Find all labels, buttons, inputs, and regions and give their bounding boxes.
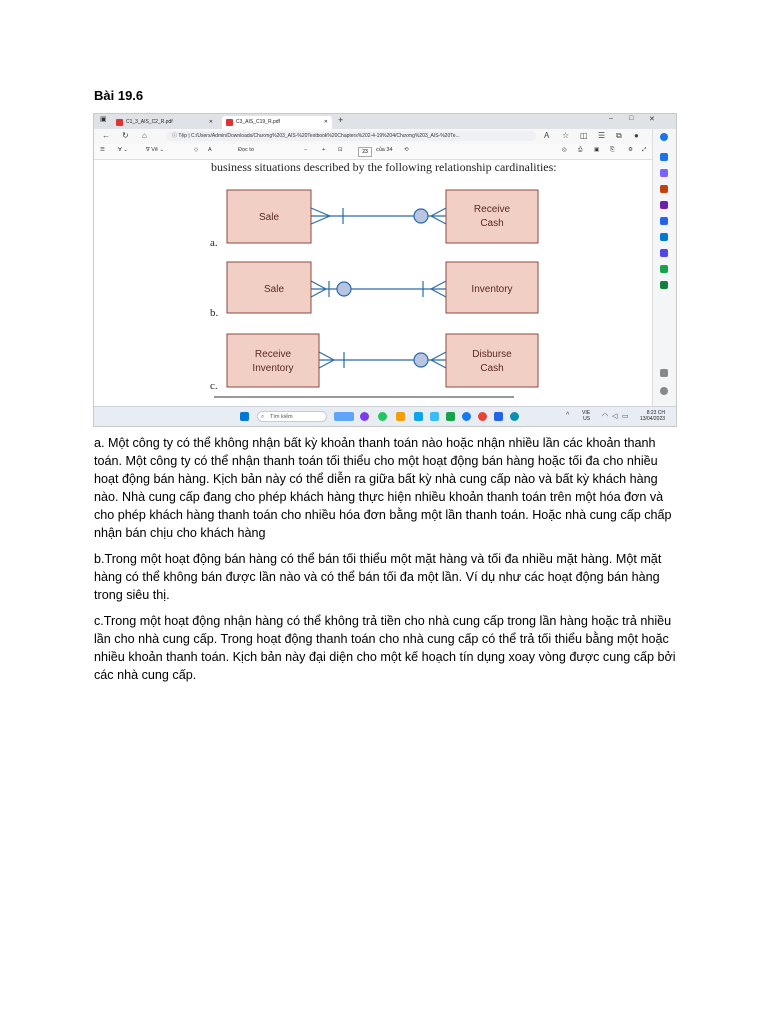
zoom-out-button[interactable]: −: [304, 147, 308, 153]
taskbar-search[interactable]: [257, 411, 327, 422]
print-icon[interactable]: ⎙: [578, 147, 583, 153]
bing-chat-icon[interactable]: [660, 133, 668, 141]
lang-top: VIE: [582, 410, 591, 416]
back-icon[interactable]: ←: [102, 131, 110, 140]
windows-start-icon[interactable]: [240, 412, 249, 421]
office-icon[interactable]: [660, 217, 668, 225]
language-indicator[interactable]: [582, 410, 590, 422]
entity-disburse-cash: [446, 334, 538, 387]
tab-label: C3_AIS_C19_R.pdf: [236, 119, 280, 125]
entity-label: Inventory: [252, 363, 294, 374]
lang-bottom: US: [583, 416, 591, 422]
edge-sidebar: [652, 129, 677, 409]
zoom-in-button[interactable]: +: [322, 147, 326, 153]
tab-pdf-1[interactable]: [112, 116, 217, 129]
minimize-button[interactable]: –: [609, 115, 613, 122]
entity-label: Sale: [258, 212, 280, 223]
app-icon[interactable]: [378, 412, 387, 421]
drop-icon[interactable]: [660, 249, 668, 257]
contents-icon[interactable]: ☰: [100, 147, 105, 153]
outlook-icon[interactable]: [660, 233, 668, 241]
row-label: b.: [210, 307, 219, 319]
cardinality-zero-mark: [337, 282, 351, 296]
browser-screenshot: [93, 113, 677, 427]
save-icon[interactable]: ▣: [594, 147, 600, 153]
browser-tab-bar: [94, 114, 676, 129]
cardinality-zero-mark: [414, 353, 428, 367]
address-prefix: Tệp: [178, 133, 187, 139]
sidebar-toggle-icon[interactable]: [660, 369, 668, 377]
page-total: của 34: [376, 147, 393, 153]
widgets-icon[interactable]: [334, 412, 354, 421]
chat-icon[interactable]: [360, 412, 369, 421]
exercise-title: Bài 19.6: [94, 88, 144, 103]
answer-a: a. Một công ty có thể không nhận bất kỳ khoản thanh toán nào hoặc nhận nhiều lần các khoản thanh toán. Một công ty có thể nhận thanh toán tối thiểu cho một hoạt động bán hàng hoặc tối đa cho nhiều hoạt động bán hàng. Kịch bản này có thể diễn ra giữa bất kỳ nhà cung cấp nào và bất kỳ khách hàng nào. Nhà cung cấp đang cho phép khách hàng thực hiện nhiều khoản thanh toán trên một hóa đơn và cho phép khách hàng thanh toán cho nhiều hóa đơn bằng một lần thanh toán. Hoặc nhà cung cấp chấp nhận bán chịu cho khách hàng: [94, 436, 672, 540]
refresh-icon[interactable]: ↻: [122, 131, 129, 140]
relationship-b: [210, 262, 538, 319]
page-number-input[interactable]: 23: [358, 147, 372, 157]
favorite-icon[interactable]: ☆: [562, 131, 570, 140]
collections-icon[interactable]: ⧉: [616, 131, 622, 140]
text-icon[interactable]: A: [208, 147, 212, 153]
relationship-c: [210, 334, 538, 392]
tools-icon[interactable]: [660, 185, 668, 193]
pdf-file-icon: [226, 119, 233, 126]
home-icon[interactable]: ⌂: [142, 131, 147, 140]
cardinality-zero-mark: [414, 209, 428, 223]
answer-b: b.Trong một hoạt động bán hàng có thể bán tối thiểu một mặt hàng và tối đa nhiều mặt hàng. Một mặt hàng có thể không bán được lần nào và có thể bán tối đa một lần. Ví dụ như các hoạt động bán hàng trong siêu thị.: [94, 552, 662, 602]
new-tab-button[interactable]: +: [338, 115, 344, 125]
info-icon: ⓘ: [172, 133, 179, 139]
url-text: C:/Users/Admin/Downloads/Chương%203_AIS-%20Textbook%20Chapters%202-4-19%204/Chương%203_AIS-%20Te...: [191, 133, 460, 139]
entity-receive-inventory: [227, 334, 319, 387]
eraser-icon[interactable]: ◇: [194, 147, 199, 153]
entity-label: Inventory: [471, 284, 513, 295]
excel-icon[interactable]: [446, 412, 455, 421]
file-explorer-icon[interactable]: [396, 412, 405, 421]
erd-diagram: [94, 160, 652, 398]
fit-page-icon[interactable]: ⊡: [338, 147, 343, 153]
wifi-icon[interactable]: ◠: [602, 413, 609, 420]
sidebar-settings-icon[interactable]: [660, 387, 668, 395]
search-icon: ⌕: [261, 414, 265, 420]
tab-label: C1_3_AIS_C2_R.pdf: [126, 119, 173, 125]
tray-arrow-icon[interactable]: ^: [566, 412, 570, 419]
volume-icon[interactable]: ◁: [612, 413, 618, 420]
row-label: c.: [210, 380, 218, 392]
relationship-a: [210, 190, 538, 249]
tab-actions-icon[interactable]: ▣: [100, 116, 107, 123]
pdf-toolbar: [94, 144, 676, 160]
clock-time: 8:23 CH: [646, 410, 666, 416]
pdf-file-icon: [116, 119, 123, 126]
designer-icon[interactable]: [660, 265, 668, 273]
profile-icon[interactable]: ●: [634, 131, 639, 140]
search-placeholder: Tìm kiếm: [270, 414, 293, 420]
save-as-icon[interactable]: ⎘: [610, 147, 615, 153]
tab-pdf-2[interactable]: [222, 116, 332, 129]
word-icon[interactable]: [494, 412, 503, 421]
fullscreen-icon[interactable]: ⤢: [642, 147, 647, 153]
tree-icon[interactable]: [660, 281, 668, 289]
clock[interactable]: [640, 410, 665, 422]
read-aloud-button[interactable]: Đọc to: [238, 147, 254, 153]
entity-label: Disburse: [472, 349, 512, 360]
settings-icon[interactable]: ⚙: [628, 147, 633, 153]
tag-icon[interactable]: [660, 169, 668, 177]
address-bar-row: [94, 129, 676, 144]
entity-label: Receive: [473, 204, 511, 215]
clock-date: 13/04/2023: [640, 416, 666, 422]
store-icon[interactable]: [414, 412, 423, 421]
windows-taskbar: [94, 406, 676, 427]
diagram-caption: business situations described by the following relationship cardinalities:: [211, 160, 557, 174]
read-mode-icon[interactable]: A: [544, 131, 550, 140]
photos-icon[interactable]: [430, 412, 439, 421]
answer-c: c.Trong một hoạt động nhận hàng có thể không trả tiền cho nhà cung cấp trong lần hàng hoặc trả nhiều lần cho nhà cung cấp. Trong hoạt động thanh toán cho nhà cung cấp có thể trả tối thiểu bằng một hoặc nhiều khoản thanh toán. Kịch bản này đại diện cho một kế hoạch tín dụng xoay vòng được cung cấp bởi các nhà cung cấp.: [94, 614, 676, 682]
facebook-icon[interactable]: [462, 412, 471, 421]
close-tab-icon[interactable]: ✕: [208, 119, 213, 125]
chrome-icon[interactable]: [478, 412, 487, 421]
entity-label: Cash: [480, 363, 504, 374]
search-icon[interactable]: [660, 153, 668, 161]
entity-label: Cash: [480, 218, 504, 229]
draw-label: Vẽ: [151, 147, 158, 153]
entity-label: Receive: [254, 349, 292, 360]
pdf-page: [94, 160, 652, 398]
draw-button[interactable]: ∇ Vẽ ⌄: [146, 147, 165, 153]
favorites-list-icon[interactable]: ☰: [598, 131, 606, 140]
horizontal-scrollbar[interactable]: [214, 396, 514, 398]
close-tab-icon[interactable]: ✕: [323, 119, 328, 125]
rotate-icon[interactable]: ⟲: [404, 147, 409, 153]
entity-receive-cash: [446, 190, 538, 243]
maximize-button[interactable]: □: [629, 115, 634, 122]
close-window-button[interactable]: ✕: [649, 116, 655, 123]
row-label: a.: [210, 237, 218, 249]
entity-label: Sale: [263, 284, 285, 295]
comment-icon[interactable]: ◎: [562, 147, 567, 153]
split-screen-icon[interactable]: ◫: [580, 131, 588, 140]
edge-icon[interactable]: [510, 412, 519, 421]
games-icon[interactable]: [660, 201, 668, 209]
highlight-icon[interactable]: ∀ ⌄: [118, 147, 128, 153]
battery-icon[interactable]: ▭: [622, 413, 629, 420]
address-bar[interactable]: ⓘ Tệp | C:/Users/Admin/Downloads/Chương%203_AIS-%20Textbook%20Chapters%202-4-19%204/Chương%203_AIS-%20Te...: [166, 131, 536, 141]
